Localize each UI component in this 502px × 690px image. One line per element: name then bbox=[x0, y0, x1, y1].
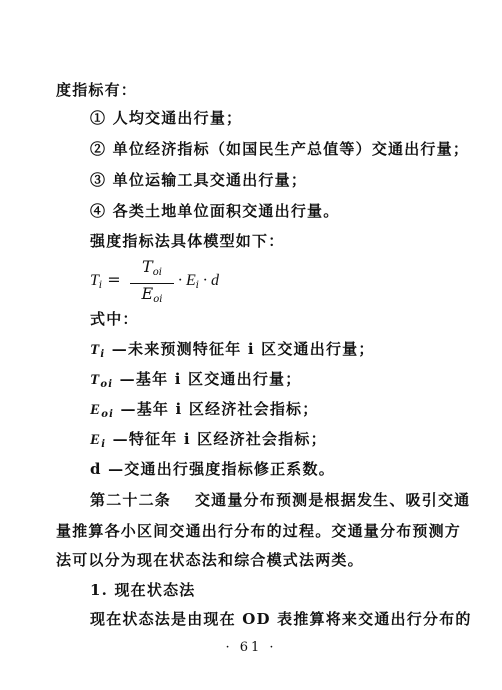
definition-line: $T_i$ —未来预测特征年 i 区交通出行量； bbox=[90, 340, 375, 360]
paragraph-line: 量推算各小区间交通出行分布的过程。交通量分布预测方 bbox=[56, 522, 462, 540]
definition-line: $E_i$ —特征年 i 区经济社会指标； bbox=[90, 430, 327, 450]
formula-fraction: $T_{oi}$ $E_{oi}$ bbox=[130, 258, 174, 309]
list-item: ① 人均交通出行量； bbox=[90, 109, 243, 127]
list-item: ③ 单位运输工具交通出行量； bbox=[90, 171, 308, 189]
formula-rhs: · $E_i \cdot d$ bbox=[178, 272, 219, 291]
article-line: 第二十二条 交通量分布预测是根据发生、吸引交通 bbox=[90, 491, 471, 509]
definition-line: $T_{oi}$ —基年 i 区交通出行量； bbox=[90, 370, 302, 390]
list-item: ④ 各类土地单位面积交通出行量。 bbox=[90, 202, 340, 220]
paragraph-line: 度指标有： bbox=[56, 81, 138, 99]
paragraph-line: 强度指标法具体模型如下： bbox=[90, 232, 285, 250]
definition-line: $E_{oi}$ —基年 i 区经济社会指标； bbox=[90, 400, 319, 420]
article-title: 第二十二条 bbox=[90, 491, 172, 509]
page-number: · 61 · bbox=[225, 640, 277, 655]
list-item: ② 单位经济指标（如国民生产总值等）交通出行量； bbox=[90, 140, 470, 158]
definition-line: d —交通出行强度指标修正系数。 bbox=[90, 460, 335, 478]
paragraph-line: 现在状态法是由现在 OD 表推算将来交通出行分布的 bbox=[90, 610, 472, 628]
paragraph-line: 式中： bbox=[90, 310, 139, 328]
paragraph-line: 法可以分为现在状态法和综合模式法两类。 bbox=[56, 551, 364, 569]
formula-lhs: $T_i$ = bbox=[90, 270, 121, 291]
section-heading: 1. 现在状态法 bbox=[90, 581, 196, 599]
